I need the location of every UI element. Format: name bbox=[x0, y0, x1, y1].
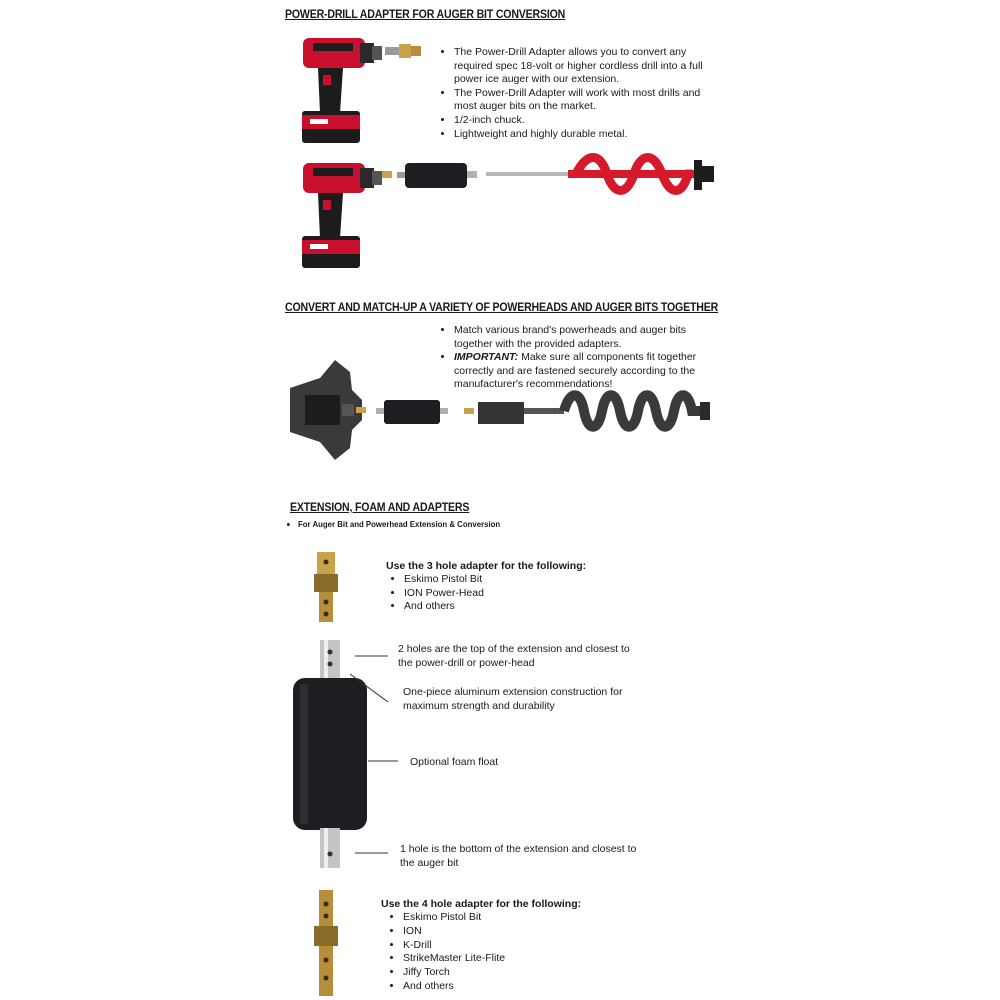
section1-bullet: • Lightweight and highly durable metal. bbox=[454, 128, 719, 142]
three-hole-adapter-image bbox=[311, 552, 341, 622]
list-item: • Eskimo Pistol Bit bbox=[403, 911, 641, 925]
cordless-drill-image bbox=[298, 160, 388, 272]
section3-sub-list bbox=[288, 519, 518, 530]
three-hole-adapter-list bbox=[386, 573, 646, 614]
section1-bullet: • The Power-Drill Adapter will work with most drills and most auger bits on the market. bbox=[454, 87, 719, 114]
section2-bullet: • Match various brand's powerheads and auger bits together with the provided adapters. bbox=[454, 324, 724, 351]
list-item: • StrikeMaster Lite-Flite bbox=[403, 952, 641, 966]
list-item: • ION Power-Head bbox=[404, 587, 646, 601]
list-item: • Jiffy Torch bbox=[403, 966, 641, 980]
drill-auger-assembly-image bbox=[382, 152, 722, 198]
three-hole-adapter-title: Use the 3 hole adapter for the following: bbox=[386, 560, 587, 572]
drill-adapter-image bbox=[385, 40, 423, 62]
section1-heading: POWER-DRILL ADAPTER FOR AUGER BIT CONVERSION bbox=[285, 9, 566, 21]
important-label: IMPORTANT: bbox=[454, 351, 519, 364]
callout-leader-lines bbox=[340, 650, 410, 860]
section1-bullet: • 1/2-inch chuck. bbox=[454, 114, 719, 128]
four-hole-adapter-list bbox=[381, 911, 641, 994]
three-hole-adapter-info bbox=[386, 559, 646, 614]
important-text: Make sure all components fit together correctly and are fastened securely according to the manufacturer's recommendations! bbox=[454, 351, 697, 391]
list-item: • And others bbox=[403, 980, 641, 994]
section2-heading: CONVERT AND MATCH-UP A VARIETY OF POWERHEADS AND AUGER BITS TOGETHER bbox=[285, 302, 719, 314]
powerhead-auger-assembly-image bbox=[280, 350, 720, 470]
callout-top-holes: 2 holes are the top of the extension and closest to the power-drill or power-head bbox=[398, 643, 630, 669]
four-hole-adapter-info bbox=[381, 897, 641, 994]
four-hole-adapter-title: Use the 4 hole adapter for the following: bbox=[381, 898, 582, 910]
section3-subheading: • For Auger Bit and Powerhead Extension & Conversion bbox=[298, 519, 500, 530]
list-item: • ION bbox=[403, 925, 641, 939]
list-item: • K-Drill bbox=[403, 939, 641, 953]
list-item: • Eskimo Pistol Bit bbox=[404, 573, 646, 587]
callout-construction: One-piece aluminum extension construction for maximum strength and durability bbox=[403, 686, 623, 712]
callout-bottom-hole: 1 hole is the bottom of the extension and closest to the auger bit bbox=[400, 843, 637, 869]
callout-foam-float: Optional foam float bbox=[410, 756, 499, 768]
list-item: • And others bbox=[404, 600, 646, 614]
section3-heading: EXTENSION, FOAM AND ADAPTERS bbox=[290, 502, 470, 514]
cordless-drill-image bbox=[298, 35, 388, 147]
four-hole-adapter-image bbox=[311, 890, 341, 998]
section1-bullet: • The Power-Drill Adapter allows you to convert any required spec 18-volt or higher cordless drill into a full power ice auger with our extension. bbox=[454, 46, 719, 87]
section1-bullet-list bbox=[440, 46, 719, 141]
